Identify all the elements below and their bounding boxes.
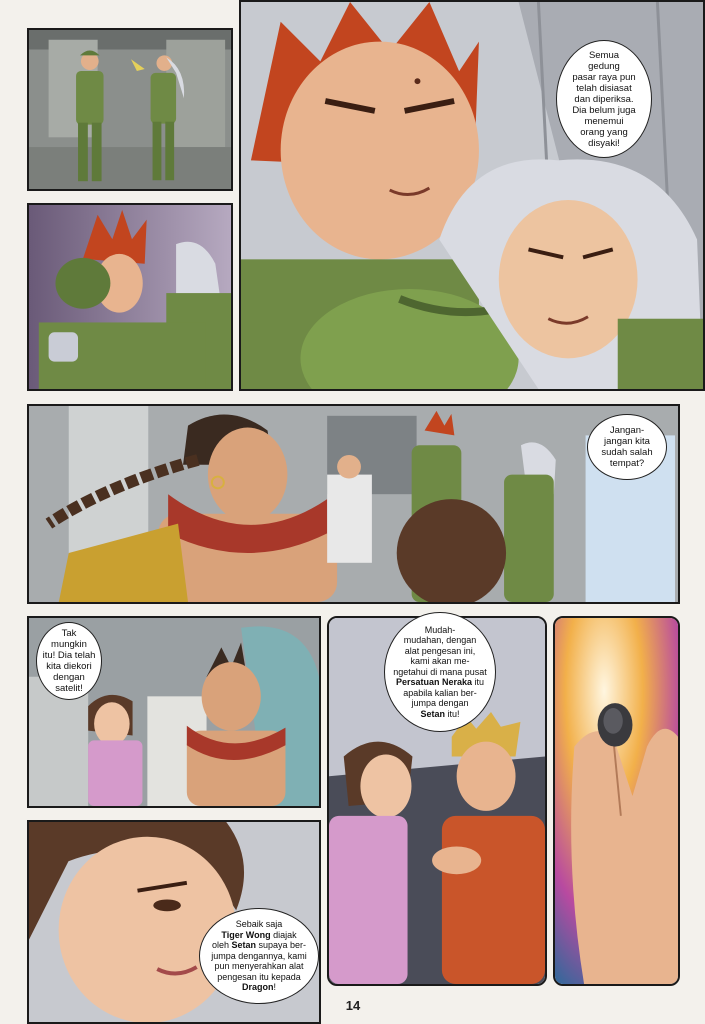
speech-bubble-4 (384, 612, 496, 732)
bubble-4-text: itu! (444, 708, 460, 719)
bubble-2-line: sudah salah (601, 447, 653, 458)
bubble-5-text: oleh (211, 940, 232, 951)
bubble-4-line: Mudah- (424, 624, 456, 635)
bubble-5-bold-name: Setan (231, 940, 256, 951)
panel-4-control-room (27, 404, 680, 604)
bubble-3-line: kita diekori (46, 661, 92, 672)
bubble-1-line: Dia belum juga (572, 104, 636, 116)
bubble-3-line: mungkin (51, 639, 87, 650)
bubble-5-text: ! (273, 982, 276, 993)
bubble-5-line: pengesan itu kepada (217, 971, 301, 982)
page-number: 14 (345, 998, 361, 1013)
bubble-5-bold-name: Tiger Wong (221, 929, 271, 940)
bubble-4-line: jumpa dengan (411, 698, 469, 709)
speech-bubble-3 (36, 622, 102, 700)
panel-2-art (29, 205, 231, 389)
bubble-5-line: Sebaik saja (235, 919, 283, 930)
panel-1-soldiers-corridor (27, 28, 233, 191)
bubble-1-line: telah disiasat (576, 82, 632, 94)
woman-back-of-head (397, 499, 506, 602)
bubble-4-line-6 (393, 677, 487, 688)
bubble-5-bold-name: Dragon (241, 982, 274, 993)
speech-bubble-1 (556, 40, 652, 158)
bubble-1-line: gedung (588, 60, 620, 72)
panel-8-art (555, 618, 678, 984)
tracking-device-icon (598, 703, 633, 747)
bubble-3-line: satelit! (55, 683, 83, 694)
bubble-2-line: tempat? (609, 458, 645, 469)
bubble-3-line: itu! Dia telah (42, 650, 96, 661)
bubble-1-line: dan diperiksa. (574, 93, 634, 105)
bubble-2-line: Jangan- (609, 425, 645, 436)
bubble-5-line-2 (211, 930, 307, 941)
bubble-5-line-7 (211, 982, 307, 993)
bubble-1-line: menemui (584, 115, 624, 127)
bubble-1-line: disyaki! (588, 137, 620, 149)
bubble-5-line: pun menyerahkan alat (214, 961, 304, 972)
panel-2-red-hair-helmet (27, 203, 233, 391)
bubble-3-line: Tak (61, 628, 77, 639)
panel-1-art (29, 30, 231, 189)
panel-8-hand-device (553, 616, 680, 986)
bubble-4-line: mudahan, dengan (403, 635, 477, 646)
bubble-5-text: supaya ber- (256, 940, 307, 951)
bubble-1-line: Semua (588, 49, 620, 61)
bubble-2-line: jangan kita (604, 436, 650, 447)
bubble-4-line: alat pengesan ini, (404, 645, 476, 656)
bubble-4-line-9 (393, 709, 487, 720)
bubble-4-line: apabila kalian ber- (403, 687, 477, 698)
panel-4-art (29, 406, 678, 602)
bubble-5-text: diajak (270, 929, 297, 940)
bubble-3-line: dengan (53, 672, 85, 683)
speech-bubble-5 (199, 908, 319, 1004)
bubble-1-line: pasar raya pun (572, 71, 636, 83)
bubble-5-line: jumpa dengannya, kami (211, 950, 307, 961)
bubble-4-line: ngetahui di mana pusat (393, 666, 487, 677)
bubble-5-line-3 (211, 940, 307, 951)
bubble-4-text: itu (472, 677, 485, 688)
bubble-4-line: kami akan me- (410, 656, 470, 667)
bubble-4-bold-name: Persatuan Neraka (395, 677, 472, 688)
speech-bubble-2 (587, 414, 667, 480)
bubble-4-bold-name: Setan (420, 708, 445, 719)
bubble-1-line: orang yang (580, 126, 628, 138)
